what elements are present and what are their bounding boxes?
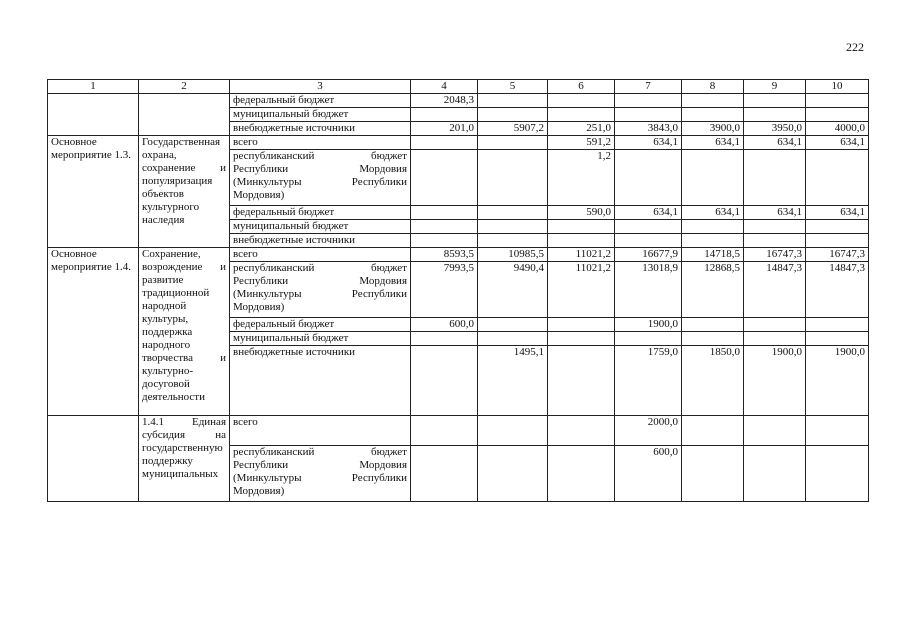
value-cell [478,108,548,122]
value-cell [682,220,744,234]
value-cell [411,136,478,150]
column-header: 5 [478,80,548,94]
page-number: 222 [846,40,864,54]
value-cell [806,108,869,122]
value-cell [478,136,548,150]
value-cell: 634,1 [806,136,869,150]
value-cell: 14718,5 [682,248,744,262]
value-cell: 590,0 [548,206,615,220]
name-cell: Государственная охрана, сохранение и популяризация объектов культурного наследия [139,136,230,248]
value-cell [615,332,682,346]
value-cell [806,94,869,108]
value-cell: 13018,9 [615,262,682,318]
value-cell [411,206,478,220]
value-cell [411,108,478,122]
source-cell: внебюджетные источники [230,122,411,136]
value-cell [411,416,478,446]
value-cell [806,332,869,346]
value-cell [548,416,615,446]
value-cell [548,346,615,416]
value-cell [411,332,478,346]
value-cell [744,234,806,248]
value-cell: 634,1 [615,136,682,150]
column-header: 1 [48,80,139,94]
column-header: 8 [682,80,744,94]
source-cell: федеральный бюджет [230,206,411,220]
value-cell: 1850,0 [682,346,744,416]
value-cell: 591,2 [548,136,615,150]
activity-cell [48,416,139,502]
value-cell: 201,0 [411,122,478,136]
value-cell [744,150,806,206]
column-header: 10 [806,80,869,94]
value-cell [478,446,548,502]
source-cell: республиканский бюджет Республики Мордовия (Минкультуры Республики Мордовия) [230,150,411,206]
table-row [48,136,869,150]
header-row [48,80,869,94]
value-cell [682,446,744,502]
value-cell: 1900,0 [806,346,869,416]
value-cell [411,150,478,206]
value-cell [682,234,744,248]
value-cell [744,332,806,346]
value-cell [478,150,548,206]
value-cell [478,234,548,248]
activity-cell: Основное мероприятие 1.3. [48,136,139,248]
value-cell: 634,1 [806,206,869,220]
value-cell [615,150,682,206]
value-cell: 9490,4 [478,262,548,318]
source-cell: федеральный бюджет [230,94,411,108]
value-cell [548,332,615,346]
value-cell: 11021,2 [548,262,615,318]
value-cell [411,220,478,234]
column-header: 2 [139,80,230,94]
value-cell: 634,1 [682,206,744,220]
name-cell: Сохранение, возрождение и развитие традиционной народной культуры, поддержка народного творчества и культурно-досуговой деятельности [139,248,230,416]
value-cell [478,332,548,346]
source-cell: внебюджетные источники [230,234,411,248]
value-cell [615,108,682,122]
value-cell: 3843,0 [615,122,682,136]
value-cell [682,108,744,122]
value-cell [615,94,682,108]
value-cell [478,206,548,220]
value-cell [744,94,806,108]
value-cell [806,220,869,234]
value-cell [478,416,548,446]
source-cell: федеральный бюджет [230,318,411,332]
value-cell: 11021,2 [548,248,615,262]
source-cell: муниципальный бюджет [230,332,411,346]
value-cell [478,220,548,234]
value-cell: 5907,2 [478,122,548,136]
value-cell [411,234,478,248]
value-cell [548,234,615,248]
table-row [48,248,869,262]
value-cell: 634,1 [682,136,744,150]
value-cell: 1,2 [548,150,615,206]
value-cell: 1759,0 [615,346,682,416]
column-header: 3 [230,80,411,94]
value-cell: 7993,5 [411,262,478,318]
value-cell: 634,1 [744,136,806,150]
budget-table [47,79,869,502]
source-cell: всего [230,248,411,262]
value-cell: 3950,0 [744,122,806,136]
activity-cell: Основное мероприятие 1.4. [48,248,139,416]
value-cell [806,234,869,248]
value-cell: 16747,3 [806,248,869,262]
name-cell: 1.4.1 Единая субсидия на государственную поддержку муниципальных [139,416,230,502]
source-cell: республиканский бюджет Республики Мордовия (Минкультуры Республики Мордовия) [230,446,411,502]
source-cell: всего [230,136,411,150]
value-cell: 1900,0 [744,346,806,416]
value-cell [682,332,744,346]
value-cell: 634,1 [744,206,806,220]
column-header: 4 [411,80,478,94]
value-cell: 12868,5 [682,262,744,318]
value-cell [744,108,806,122]
value-cell [806,446,869,502]
value-cell [548,94,615,108]
value-cell [411,446,478,502]
value-cell: 16747,3 [744,248,806,262]
value-cell [744,220,806,234]
value-cell [744,416,806,446]
value-cell [615,234,682,248]
value-cell [744,446,806,502]
value-cell: 14847,3 [744,262,806,318]
value-cell [548,318,615,332]
table-row [48,94,869,108]
source-cell: всего [230,416,411,446]
source-cell: республиканский бюджет Республики Мордовия (Минкультуры Республики Мордовия) [230,262,411,318]
value-cell: 16677,9 [615,248,682,262]
value-cell [478,318,548,332]
value-cell [478,94,548,108]
value-cell: 1495,1 [478,346,548,416]
value-cell [548,108,615,122]
value-cell: 10985,5 [478,248,548,262]
value-cell: 4000,0 [806,122,869,136]
column-header: 6 [548,80,615,94]
value-cell: 1900,0 [615,318,682,332]
source-cell: муниципальный бюджет [230,220,411,234]
value-cell: 600,0 [411,318,478,332]
value-cell [548,220,615,234]
value-cell [682,416,744,446]
value-cell [615,220,682,234]
value-cell [682,94,744,108]
value-cell: 600,0 [615,446,682,502]
value-cell [411,346,478,416]
value-cell [548,446,615,502]
value-cell [806,416,869,446]
value-cell: 2000,0 [615,416,682,446]
value-cell [682,150,744,206]
value-cell: 3900,0 [682,122,744,136]
column-header: 7 [615,80,682,94]
value-cell: 8593,5 [411,248,478,262]
value-cell [744,318,806,332]
value-cell [682,318,744,332]
value-cell: 634,1 [615,206,682,220]
value-cell: 2048,3 [411,94,478,108]
value-cell [806,150,869,206]
value-cell [806,318,869,332]
source-cell: внебюджетные источники [230,346,411,416]
table-row [48,416,869,446]
value-cell: 251,0 [548,122,615,136]
column-header: 9 [744,80,806,94]
name-cell [139,94,230,136]
activity-cell [48,94,139,136]
source-cell: муниципальный бюджет [230,108,411,122]
value-cell: 14847,3 [806,262,869,318]
